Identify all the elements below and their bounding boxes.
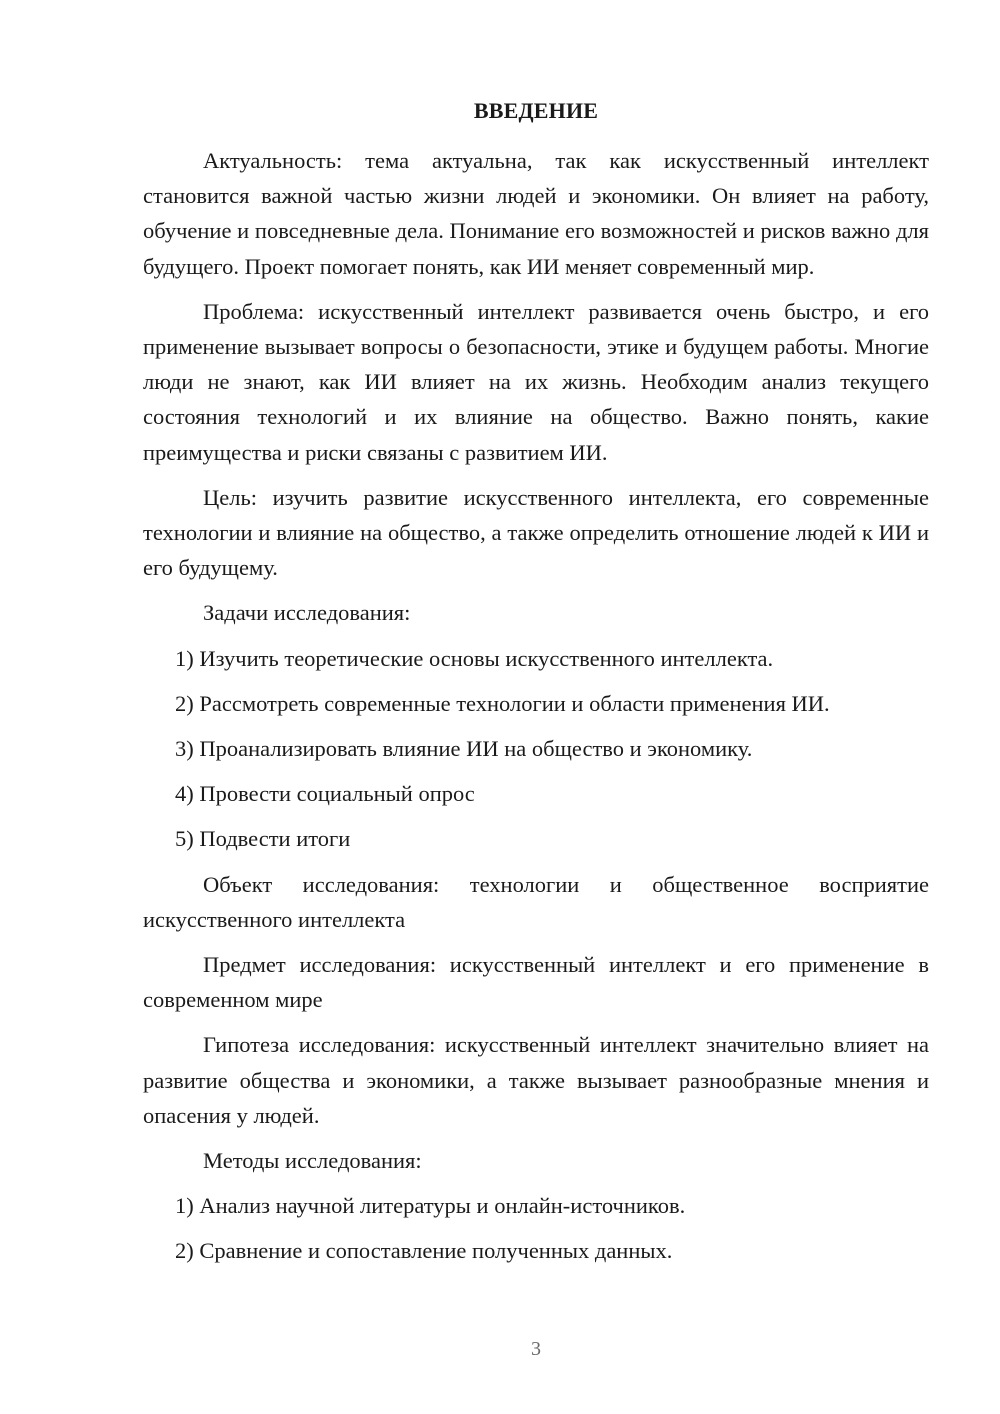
tasks-heading: Задачи исследования: [203, 600, 411, 626]
paragraph-hypothesis: Гипотеза исследования: искусственный интеллект значительно влияет на развитие общества и экономики, а также вызывает разнообразные мнения и опасения у людей. [143, 1032, 929, 1128]
tasks-list [143, 641, 929, 857]
document-body [143, 143, 929, 1279]
list-item-task-2: 2) Рассмотреть современные технологии и области применения ИИ. [175, 690, 830, 716]
methods-list [143, 1188, 929, 1268]
list-item-method-1: 1) Анализ научной литературы и онлайн-источников. [175, 1193, 686, 1219]
page-number: 3 [531, 1338, 541, 1360]
paragraph-problem: Проблема: искусственный интеллект развивается очень быстро, и его применение вызывает вопросы о безопасности, этике и будущем работы. Многие люди не знают, как ИИ влияет на их жизнь. Необходим анализ текущего состояния технологий и их влияние на общество. Важно понять, какие преимущества и риски связаны с развитием ИИ. [143, 298, 929, 465]
list-item-task-1: 1) Изучить теоретические основы искусственного интеллекта. [175, 645, 774, 671]
list-item-task-3: 3) Проанализировать влияние ИИ на общество и экономику. [175, 736, 753, 762]
list-item-method-2: 2) Сравнение и сопоставление полученных данных. [175, 1238, 673, 1264]
methods-heading: Методы исследования: [203, 1148, 422, 1174]
list-item-task-5: 5) Подвести итоги [175, 826, 351, 852]
section-title: ВВЕДЕНИЕ [473, 98, 599, 123]
paragraph-goal: Цель: изучить развитие искусственного интеллекта, его современные технологии и влияние на общество, а также определить отношение людей к ИИ и его будущему. [143, 484, 929, 581]
paragraph-object: Объект исследования: технологии и общественное восприятие искусственного интеллекта [143, 871, 929, 932]
paragraph-relevance: Актуальность: тема актуальна, так как искусственный интеллект становится важной частью жизни людей и экономики. Он влияет на работу, обучение и повседневные дела. Понимание его возможностей и рисков важно для будущего. Проект помогает понять, как ИИ меняет современный мир. [143, 148, 929, 279]
list-item-task-4: 4) Провести социальный опрос [175, 781, 475, 807]
paragraph-subject: Предмет исследования: искусственный интеллект и его применение в современном мире [143, 952, 929, 1013]
